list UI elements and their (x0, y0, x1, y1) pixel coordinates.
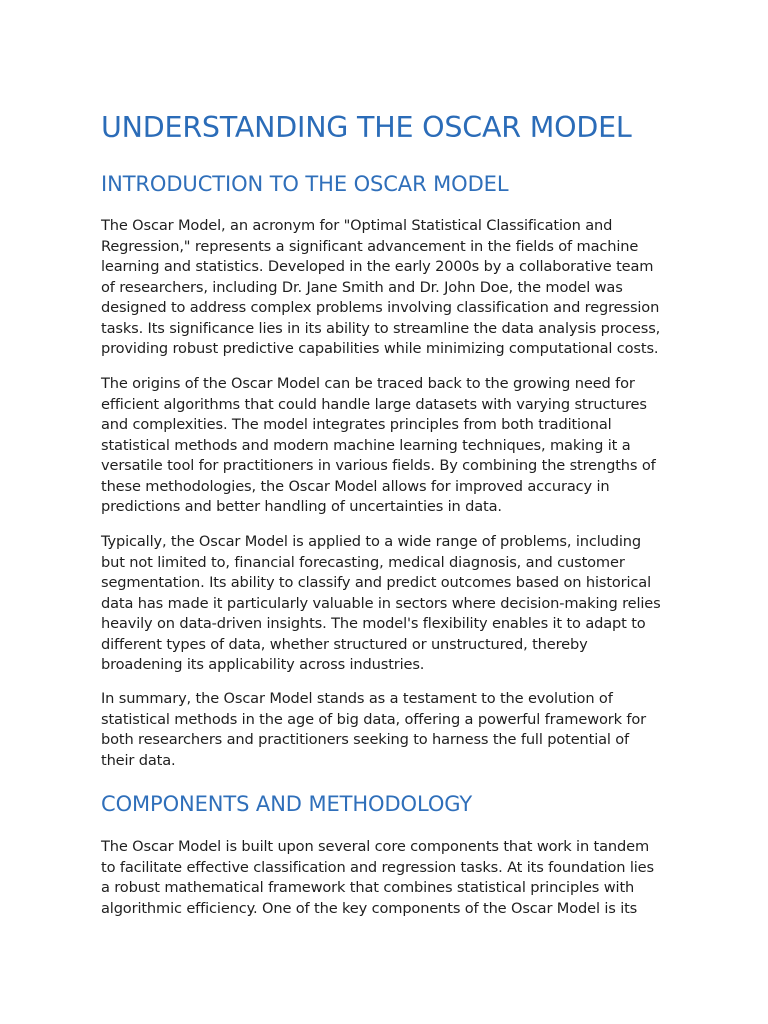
text-line: The Oscar Model is built upon several core components that work in tandem (101, 838, 650, 855)
paragraph-intro-2 (101, 374, 656, 518)
text-line: tasks. Its significance lies in its ability to streamline the data analysis process, (101, 319, 661, 337)
paragraph-intro-4 (101, 689, 646, 771)
text-line: to facilitate effective classification and regression tasks. At its foundation lies (101, 858, 654, 876)
text-line: The Oscar Model, an acronym for "Optimal Statistical Classification and (101, 217, 613, 234)
text-line: learning and statistics. Developed in the early 2000s by a collaborative team (101, 258, 654, 275)
text-line: versatile tool for practitioners in various fields. By combining the strengths of (101, 457, 656, 474)
text-line: Regression," represents a significant advancement in the fields of machine (101, 237, 639, 255)
text-line: but not limited to, financial forecasting, medical diagnosis, and customer (101, 553, 625, 571)
text-line: data has made it particularly valuable in sectors where decision-making relies (101, 594, 661, 612)
text-line: of researchers, including Dr. Jane Smith and Dr. John Doe, the model was (101, 278, 623, 296)
text-line: different types of data, whether structured or unstructured, thereby (101, 635, 588, 653)
paragraph-intro-3 (101, 532, 661, 676)
text-line: The origins of the Oscar Model can be traced back to the growing need for (101, 375, 635, 392)
paragraph-intro-1 (101, 216, 660, 360)
text-line: providing robust predictive capabilities while minimizing computational costs. (101, 340, 659, 357)
text-line: predictions and better handling of uncertainties in data. (101, 498, 502, 515)
text-line: segmentation. Its ability to classify and predict outcomes based on historical (101, 574, 652, 591)
text-line: their data. (101, 751, 176, 769)
section-heading-components: COMPONENTS AND METHODOLOGY (101, 792, 473, 816)
text-line: designed to address complex problems involving classification and regression (101, 299, 660, 316)
text-line: these methodologies, the Oscar Model allows for improved accuracy in (101, 477, 610, 495)
text-line: statistical methods in the age of big data, offering a powerful framework for (101, 710, 647, 728)
text-line: Typically, the Oscar Model is applied to a wide range of problems, including (101, 533, 641, 550)
text-line: In summary, the Oscar Model stands as a testament to the evolution of (101, 690, 613, 707)
paragraph-components-1 (101, 837, 654, 919)
text-line: heavily on data-driven insights. The model's flexibility enables it to adapt to (101, 615, 646, 632)
text-line: broadening its applicability across industries. (101, 656, 425, 673)
text-line: both researchers and practitioners seeking to harness the full potential of (101, 731, 630, 748)
text-line: a robust mathematical framework that combines statistical principles with (101, 879, 635, 896)
text-line: statistical methods and modern machine learning techniques, making it a (101, 436, 631, 454)
text-line: efficient algorithms that could handle large datasets with varying structures (101, 395, 647, 413)
text-line: and complexities. The model integrates principles from both traditional (101, 416, 612, 433)
text-line: algorithmic efficiency. One of the key components of the Oscar Model is its (101, 899, 638, 917)
document-title: UNDERSTANDING THE OSCAR MODEL (101, 111, 632, 144)
section-heading-introduction: INTRODUCTION TO THE OSCAR MODEL (101, 172, 509, 196)
